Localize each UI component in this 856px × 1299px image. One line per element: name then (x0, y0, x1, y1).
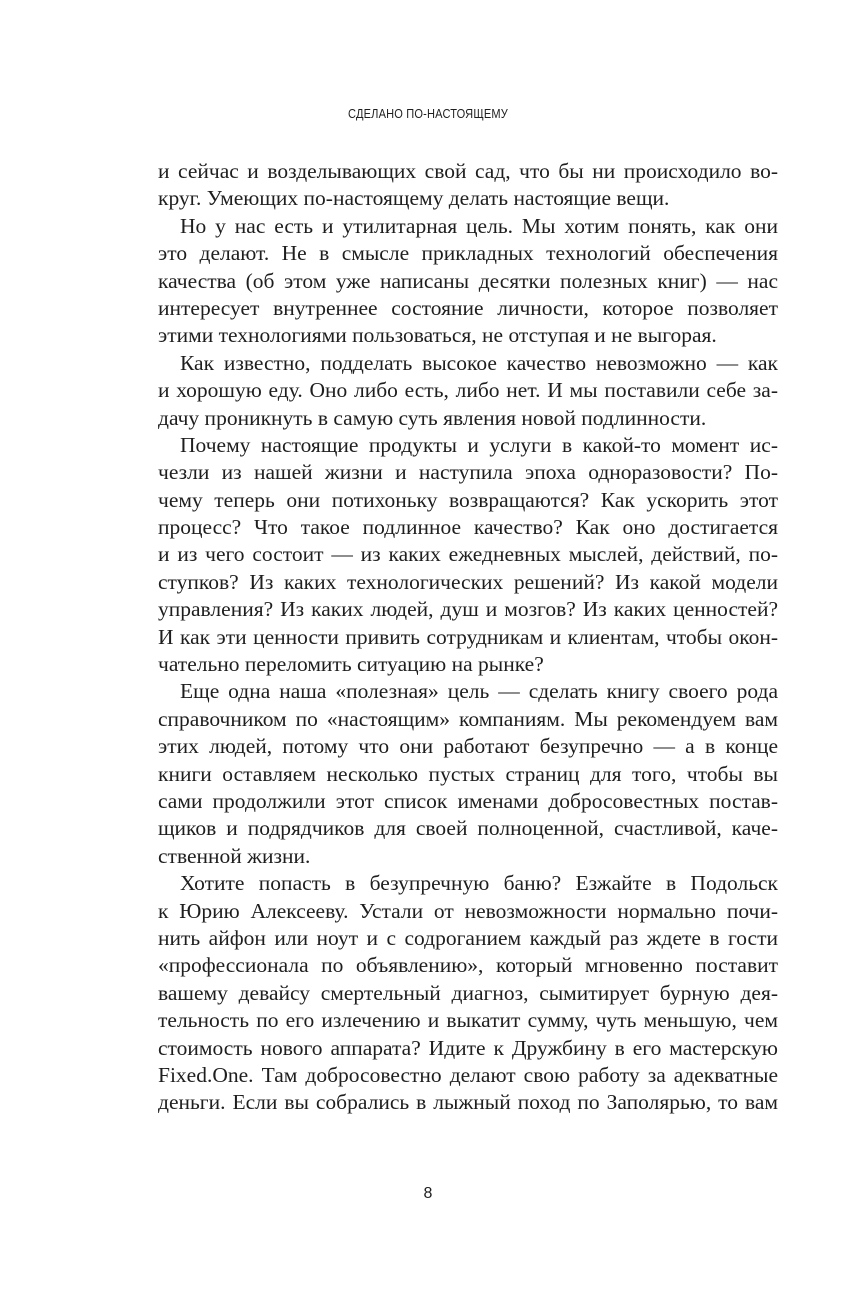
paragraph (158, 213, 778, 350)
paragraph (158, 158, 778, 213)
paragraph (158, 678, 778, 870)
text-line: деньги. Если вы собрались в лыжный поход по Заполярью, то вам (158, 1090, 778, 1115)
text-line: это делают. Не в смысле прикладных технологий обеспечения (158, 241, 778, 266)
text-line: «профессионала по объявлению», который мгновенно поставит (158, 953, 778, 978)
text-line: ступков? Из каких технологических решений? Из какой модели (158, 569, 778, 594)
text-line: процесс? Что такое подлинное качество? Как оно достигается (158, 515, 778, 540)
text-line: этих людей, потому что они работают безупречно — а в конце (158, 734, 778, 759)
text-line: чему теперь они потихоньку возвращаются? Как ускорить этот (158, 487, 778, 512)
text-line: интересует внутреннее состояние личности, которое позволяет (158, 295, 778, 320)
text-line: Почему настоящие продукты и услуги в какой-то момент ис- (180, 432, 778, 457)
text-line: книги оставляем несколько пустых страниц для того, чтобы вы (158, 761, 778, 786)
text-line: этими технологиями пользоваться, не отступая и не выгорая. (158, 323, 717, 348)
text-line: Хотите попасть в безупречную баню? Езжайте в Подольск (180, 871, 778, 896)
text-line: И как эти ценности привить сотрудникам и клиентам, чтобы окон- (158, 624, 778, 649)
page-number: 8 (423, 1185, 433, 1202)
text-line: тельность по его излечению и выкатит сумму, чуть меньшую, чем (158, 1008, 778, 1033)
running-header: СДЕЛАНО ПО-НАСТОЯЩЕМУ (348, 106, 508, 121)
paragraph (158, 870, 778, 1117)
page-body-text (158, 158, 778, 1117)
text-line: и из чего состоит — из каких ежедневных мыслей, действий, по- (158, 542, 778, 567)
text-line: нить айфон или ноут и с содроганием каждый раз ждете в гости (158, 925, 778, 950)
text-line: управления? Из каких людей, душ и мозгов? Из каких ценностей? (158, 597, 778, 622)
text-line: справочником по «настоящим» компаниям. Мы рекомендуем вам (158, 706, 778, 731)
text-line: и сейчас и возделывающих свой сад, что бы ни происходило во- (158, 159, 778, 183)
text-line: к Юрию Алексееву. Устали от невозможности нормально почи- (158, 898, 778, 923)
text-line: ственной жизни. (158, 843, 311, 868)
text-line: дачу проникнуть в самую суть явления новой подлинности. (158, 405, 707, 430)
text-line: вашему девайсу смертельный диагноз, сымитирует бурную дея- (158, 980, 778, 1005)
text-line: стоимость нового аппарата? Идите к Дружбину в его мастерскую (158, 1035, 778, 1060)
text-line: сами продолжили этот список именами добросовестных постав- (158, 788, 778, 813)
paragraph (158, 432, 778, 679)
text-line: Но у нас есть и утилитарная цель. Мы хотим понять, как они (180, 213, 778, 238)
text-line: чательно переломить ситуацию на рынке? (158, 652, 544, 677)
text-line: Fixed.One. Там добросовестно делают свою работу за адекватные (158, 1062, 778, 1087)
text-line: щиков и подрядчиков для своей полноценной, счастливой, каче- (158, 816, 778, 841)
paragraph (158, 350, 778, 432)
text-line: круг. Умеющих по-настоящему делать настоящие вещи. (158, 186, 670, 211)
text-line: Как известно, подделать высокое качество невозможно — как (180, 350, 778, 375)
text-line: Еще одна наша «полезная» цель — сделать книгу своего рода (180, 679, 778, 704)
text-line: и хорошую еду. Оно либо есть, либо нет. И мы поставили себе за- (158, 378, 778, 403)
text-line: чезли из нашей жизни и наступила эпоха одноразовости? По- (158, 460, 778, 485)
text-line: качества (об этом уже написаны десятки полезных книг) — нас (158, 268, 778, 293)
